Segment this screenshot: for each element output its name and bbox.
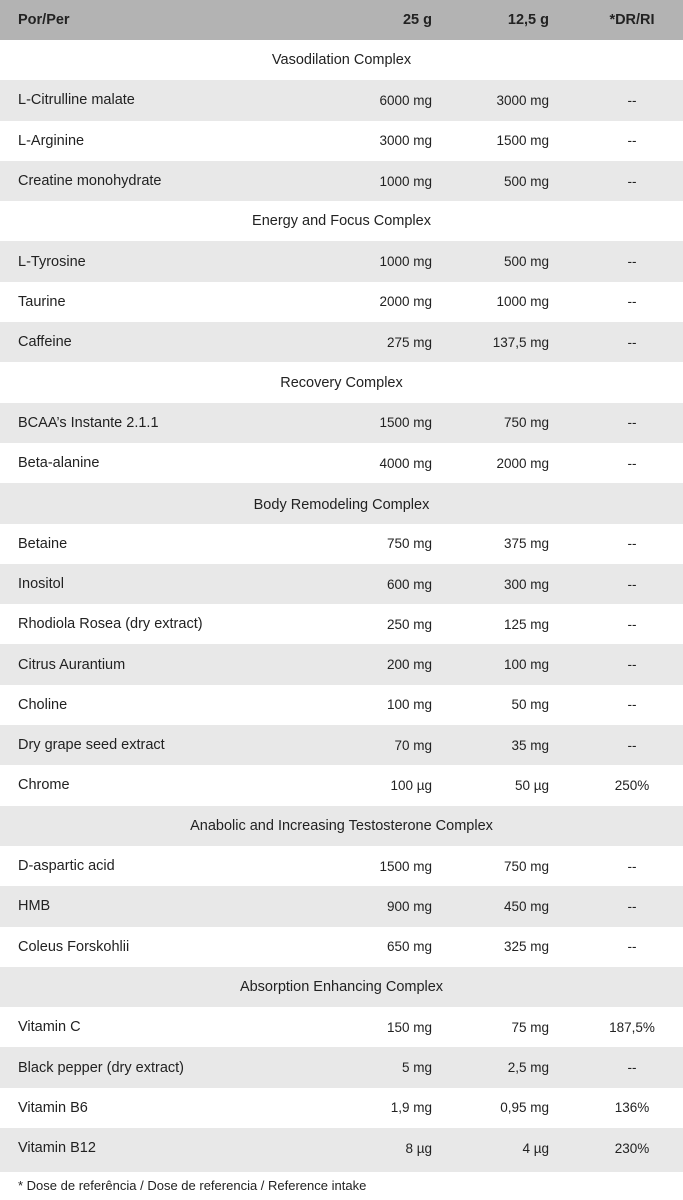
ingredient-name: HMB (18, 898, 51, 915)
section-heading (0, 483, 683, 523)
section-label: Anabolic and Increasing Testosterone Complex (190, 817, 493, 834)
amount-12-5g: 2,5 mg (507, 1060, 549, 1076)
table-row (0, 846, 683, 886)
footnote: * Dose de referência / Dose de referencia / Reference intake (0, 1168, 683, 1193)
dr-ri-value: -- (627, 294, 637, 310)
amount-25g: 1000 mg (379, 254, 432, 270)
section-heading (0, 967, 683, 1007)
dr-ri-value: 187,5% (609, 1019, 655, 1035)
amount-12-5g: 500 mg (503, 254, 549, 270)
table-row (0, 765, 683, 805)
table-row (0, 443, 683, 483)
header-25g: 25 g (402, 12, 432, 28)
dr-ri-value: -- (627, 737, 637, 753)
dr-ri-value: -- (627, 536, 637, 552)
ingredient-name: L-Citrulline malate (18, 92, 135, 109)
dr-ri-value: -- (627, 254, 637, 270)
dr-ri-value: -- (627, 133, 637, 149)
table-row (0, 604, 683, 644)
section-label: Vasodilation Complex (271, 52, 412, 69)
table-row (0, 1128, 683, 1168)
dr-ri-value: 230% (614, 1140, 650, 1156)
table-row (0, 1007, 683, 1047)
table-row (0, 282, 683, 322)
amount-12-5g: 35 mg (511, 737, 549, 753)
ingredient-name: Vitamin C (18, 1019, 81, 1036)
ingredient-name: Citrus Aurantium (18, 656, 126, 673)
amount-12-5g: 300 mg (503, 576, 549, 592)
ingredient-name: Dry grape seed extract (18, 737, 165, 754)
ingredient-name: Caffeine (18, 334, 72, 351)
amount-25g: 150 mg (386, 1019, 432, 1035)
ingredient-name: BCAA’s Instante 2.1.1 (18, 414, 159, 431)
section-label: Energy and Focus Complex (252, 213, 431, 230)
dr-ri-value: -- (627, 334, 637, 350)
amount-12-5g: 100 mg (503, 657, 549, 673)
dr-ri-value: -- (627, 858, 637, 874)
amount-12-5g: 4 µg (522, 1140, 549, 1156)
amount-25g: 5 mg (401, 1060, 432, 1076)
dr-ri-value: -- (627, 92, 637, 108)
dr-ri-value: -- (627, 898, 637, 914)
ingredient-name: Creatine monohydrate (18, 173, 162, 190)
table-row (0, 241, 683, 281)
dr-ri-value: -- (627, 616, 637, 632)
amount-25g: 275 mg (386, 334, 432, 350)
dr-ri-value: -- (627, 697, 637, 713)
amount-25g: 100 µg (390, 777, 432, 793)
section-heading (0, 40, 683, 80)
ingredient-name: Choline (18, 696, 68, 713)
section-label: Body Remodeling Complex (253, 496, 430, 513)
dr-ri-value: -- (627, 576, 637, 592)
ingredient-name: Inositol (18, 576, 64, 592)
amount-25g: 600 mg (386, 576, 432, 592)
ingredient-name: Beta-alanine (18, 455, 100, 472)
table-row (0, 685, 683, 725)
section-heading (0, 201, 683, 241)
section-heading (0, 362, 683, 402)
amount-12-5g: 137,5 mg (492, 334, 549, 350)
ingredient-name: Black pepper (dry extract) (18, 1059, 185, 1076)
ingredient-name: Rhodiola Rosea (dry extract) (18, 616, 203, 633)
amount-12-5g: 1500 mg (496, 133, 549, 149)
amount-25g: 8 µg (405, 1140, 432, 1156)
amount-12-5g: 2000 mg (496, 455, 549, 471)
amount-25g: 2000 mg (379, 294, 432, 310)
ingredient-name: Taurine (18, 293, 66, 310)
table-header (0, 0, 683, 40)
dr-ri-value: 136% (614, 1100, 650, 1116)
amount-25g: 100 mg (386, 697, 432, 713)
amount-12-5g: 125 mg (503, 616, 549, 632)
amount-25g: 200 mg (386, 657, 432, 673)
amount-12-5g: 0,95 mg (500, 1100, 549, 1116)
amount-25g: 70 mg (394, 737, 432, 753)
amount-25g: 6000 mg (379, 92, 432, 108)
amount-12-5g: 500 mg (503, 173, 549, 189)
table-row (0, 524, 683, 564)
amount-12-5g: 325 mg (503, 939, 549, 955)
dr-ri-value: -- (627, 455, 637, 471)
table-row (0, 161, 683, 201)
header-portion: Por/Per (18, 12, 70, 28)
ingredient-name: Betaine (18, 535, 68, 552)
dr-ri-value: -- (627, 415, 637, 431)
dr-ri-value: -- (627, 173, 637, 189)
amount-25g: 3000 mg (379, 133, 432, 149)
amount-25g: 900 mg (386, 898, 432, 914)
amount-25g: 1500 mg (379, 415, 432, 431)
table-row (0, 322, 683, 362)
header-12-5g: 12,5 g (507, 12, 549, 28)
ingredient-name: Vitamin B12 (18, 1140, 96, 1157)
section-label: Absorption Enhancing Complex (239, 978, 444, 995)
ingredient-name: L-Tyrosine (18, 253, 86, 270)
amount-25g: 250 mg (386, 616, 432, 632)
section-heading (0, 806, 683, 846)
ingredient-name: Vitamin B6 (18, 1099, 88, 1116)
amount-25g: 750 mg (386, 536, 432, 552)
ingredient-name: Coleus Forskohlii (18, 938, 130, 955)
amount-25g: 650 mg (386, 939, 432, 955)
table-row (0, 80, 683, 120)
amount-12-5g: 750 mg (503, 415, 549, 431)
section-label: Recovery Complex (280, 374, 403, 391)
amount-12-5g: 3000 mg (496, 92, 549, 108)
amount-12-5g: 750 mg (503, 858, 549, 874)
amount-12-5g: 1000 mg (496, 294, 549, 310)
table-row (0, 1088, 683, 1128)
table-row (0, 564, 683, 604)
amount-25g: 1000 mg (379, 173, 432, 189)
table-row (0, 927, 683, 967)
dr-ri-value: -- (627, 939, 637, 955)
amount-12-5g: 50 mg (511, 697, 549, 713)
table-row (0, 725, 683, 765)
ingredient-name: D-aspartic acid (18, 858, 115, 875)
header-dr-ri: *DR/RI (609, 12, 655, 28)
table-row (0, 886, 683, 926)
ingredient-name: Chrome (18, 777, 70, 794)
dr-ri-value: 250% (614, 777, 650, 793)
ingredient-name: L-Arginine (18, 132, 85, 149)
amount-25g: 1,9 mg (390, 1100, 432, 1116)
table-row (0, 644, 683, 684)
dr-ri-value: -- (627, 657, 637, 673)
table-row (0, 121, 683, 161)
amount-12-5g: 375 mg (503, 536, 549, 552)
amount-12-5g: 75 mg (511, 1019, 549, 1035)
table-row (0, 403, 683, 443)
dr-ri-value: -- (627, 1060, 637, 1076)
amount-12-5g: 50 µg (514, 777, 549, 793)
amount-12-5g: 450 mg (503, 898, 549, 914)
table-row (0, 1047, 683, 1087)
amount-25g: 1500 mg (379, 858, 432, 874)
amount-25g: 4000 mg (379, 455, 432, 471)
